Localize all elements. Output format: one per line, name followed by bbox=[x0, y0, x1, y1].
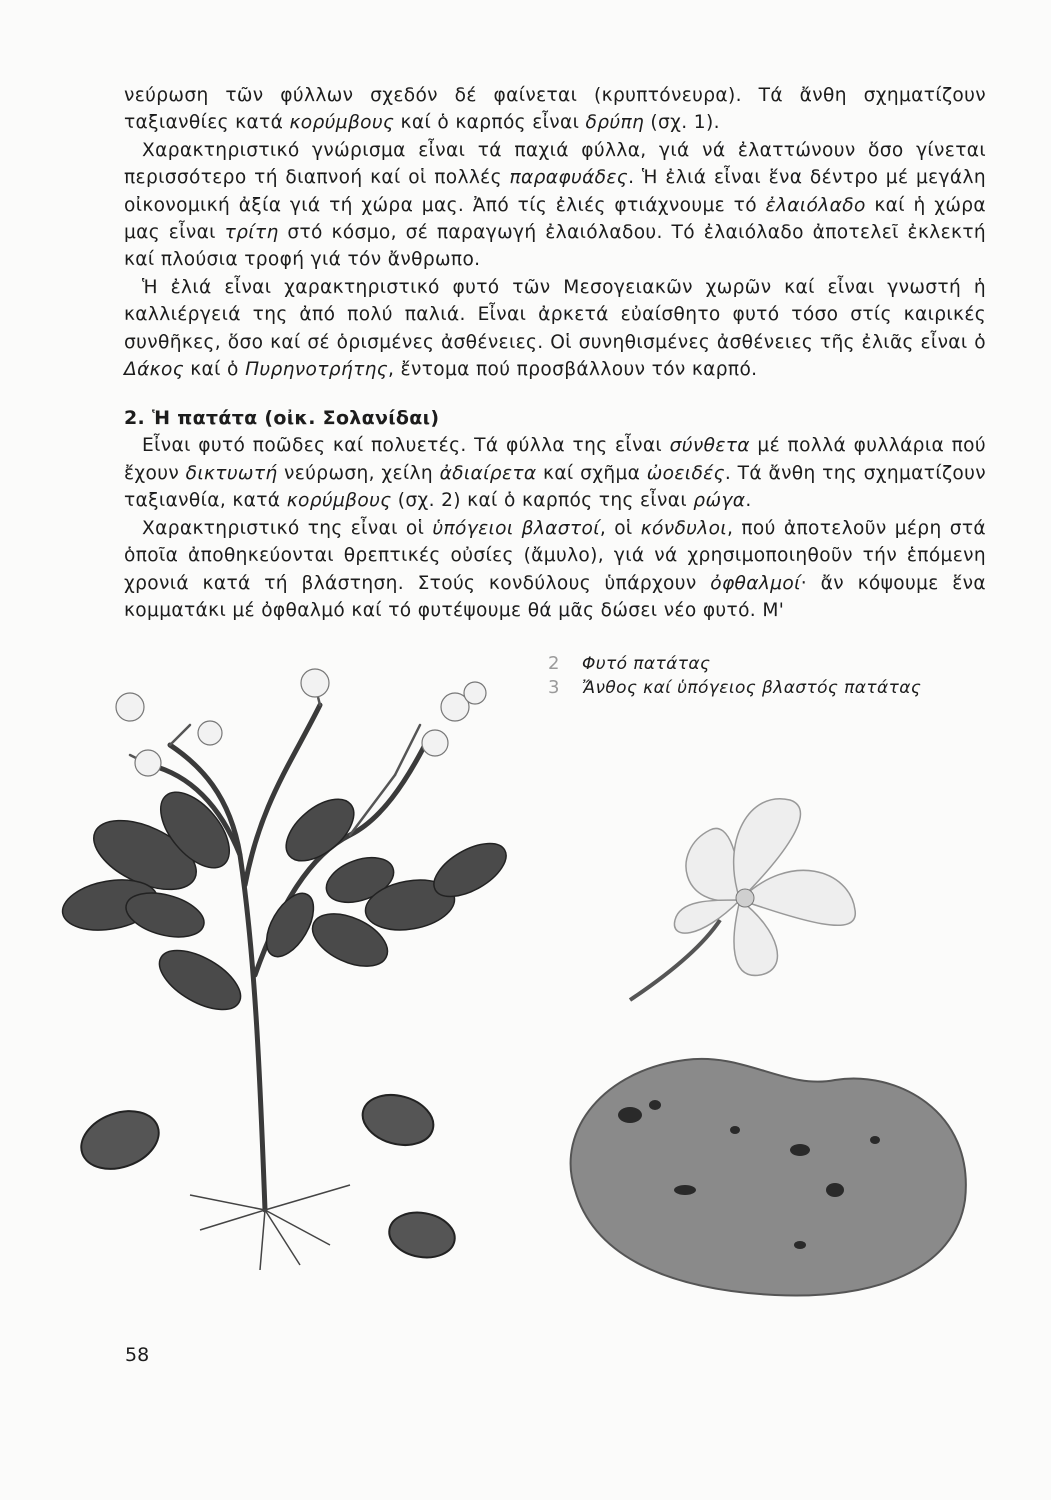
figure-captions bbox=[548, 652, 921, 700]
italic-term: ὠοειδές bbox=[646, 462, 725, 484]
italic-term: ἀδιαίρετα bbox=[439, 462, 537, 484]
text-span: καί σχῆμα bbox=[536, 462, 647, 484]
page-number: 58 bbox=[125, 1344, 150, 1366]
text-span: , πού ἀποτελοῦν μέρη στά ὁποῖα ἀποθηκεύονται θρεπτικές οὐσίες (ἄμυλο), γιά νά χρησιμοποιηθοῦν τήν ἑπόμενη χρονιά κατά τή βλάστηση. Στούς κονδύλους ὑπάρχουν bbox=[124, 517, 986, 594]
text-span: , ἔντομα πού προσβάλλουν τόν καρπό. bbox=[388, 359, 758, 381]
text-span: · ἄν κόψουμε ἕνα κομματάκι μέ ὀφθαλμό καί τό φυτέψουμε θά μᾶς δώσει νέο φυτό. Μ' bbox=[124, 572, 986, 621]
potato-tuber-illustration bbox=[545, 1030, 985, 1310]
text-span: καί ὁ καρπός εἶναι bbox=[394, 112, 586, 134]
text-span: Χαρακτηριστικό της εἶναι οἱ bbox=[142, 517, 433, 539]
text-span: Εἶναι φυτό ποῶδες καί πολυετές. Τά φύλλα της εἶναι bbox=[142, 435, 670, 457]
caption-text: Ἄνθος καί ὑπόγειος βλαστός πατάτας bbox=[582, 678, 922, 698]
section-heading: 2. Ἡ πατάτα (οἰκ. Σολανίδαι) bbox=[124, 407, 440, 430]
text-span: μέ πολλά φυλλάρια πού ἔχουν bbox=[124, 435, 987, 484]
text-span: καί ἡ χώρα μας εἶναι bbox=[124, 194, 986, 244]
text-span: . Ἡ ἐλιά εἶναι ἕνα δέντρο μέ μεγάλη οἰκονομική ἀξία γιά τή χώρα μας. Ἀπό τίς ἐλιές φτιάχνουμε τό bbox=[124, 167, 986, 216]
caption-number: 2 bbox=[548, 653, 560, 674]
italic-term: Δάκος bbox=[124, 359, 184, 381]
text-span: στό κόσμο, σέ παραγωγή ἐλαιόλαδου. Τό ἐλαιόλαδο ἀποτελεῖ ἐκλεκτή καί πλούσια τροφή γιά τόν ἄνθρωπο. bbox=[124, 222, 986, 271]
caption-number: 3 bbox=[548, 677, 560, 698]
potato-plant-illustration bbox=[50, 655, 570, 1275]
paragraph-3 bbox=[124, 274, 986, 384]
italic-term: ἐλαιόλαδο bbox=[765, 194, 866, 216]
text-span: , οἱ bbox=[599, 517, 641, 539]
paragraph-2 bbox=[124, 137, 986, 274]
text-span: νεύρωση, χείλη bbox=[277, 462, 440, 484]
text-span: . Τά ἄνθη της σχηματίζουν ταξιανθία, κατά bbox=[124, 462, 987, 512]
italic-term: ρώγα bbox=[693, 490, 746, 512]
potato-flower-illustration bbox=[620, 770, 870, 1010]
italic-term: σύνθετα bbox=[669, 435, 750, 457]
italic-term: κόνδυλοι bbox=[640, 517, 728, 539]
paragraph-5 bbox=[124, 515, 986, 625]
paragraph-1 bbox=[124, 82, 986, 137]
italic-term: δρύπη bbox=[585, 112, 645, 134]
text-span: Χαρακτηριστικό γνώρισμα εἶναι τά παχιά φύλλα, γιά νά ἐλαττώνουν ὅσο γίνεται περισσότερο τή διαπνοή καί οἱ πολλές bbox=[124, 139, 986, 189]
text-span: (σχ. 1). bbox=[644, 112, 720, 134]
italic-term: παραφυάδες bbox=[509, 167, 629, 189]
text-span: . bbox=[745, 490, 752, 512]
paragraph-4 bbox=[124, 432, 986, 514]
body-text bbox=[124, 82, 986, 624]
italic-term: κορύμβους bbox=[289, 112, 395, 134]
caption-3 bbox=[548, 676, 921, 700]
text-span: καί ὁ bbox=[183, 359, 246, 381]
italic-term: κορύμβους bbox=[286, 490, 392, 512]
text-span: (σχ. 2) καί ὁ καρπός της εἶναι bbox=[391, 490, 694, 512]
text-span: Ἡ ἐλιά εἶναι χαρακτηριστικό φυτό τῶν Μεσογειακῶν χωρῶν καί εἶναι γνωστή ἡ καλλιέργειά της ἀπό πολύ παλιά. Εἶναι ἀρκετά εὐαίσθητο φυτό τόσο στίς καιρικές συνθῆκες, ὅσο καί σέ ὁρισμένες ἀσθένειες. Οἱ συνηθισμένες ἀσθένειες τῆς ἐλιᾶς εἶναι ὁ bbox=[124, 276, 986, 353]
italic-term: Πυρηνοτρήτης bbox=[245, 359, 389, 381]
caption-text: Φυτό πατάτας bbox=[582, 654, 711, 674]
caption-2 bbox=[548, 652, 921, 676]
italic-term: ὀφθαλμοί bbox=[710, 572, 801, 594]
italic-term: δικτυωτή bbox=[185, 462, 278, 484]
italic-term: ὑπόγειοι βλαστοί bbox=[432, 517, 600, 539]
text-span: νεύρωση τῶν φύλλων σχεδόν δέ φαίνεται (κρυπτόνευρα). Τά ἄνθη σχηματίζουν ταξιανθίες κατά bbox=[124, 85, 986, 134]
italic-term: τρίτη bbox=[224, 222, 279, 244]
